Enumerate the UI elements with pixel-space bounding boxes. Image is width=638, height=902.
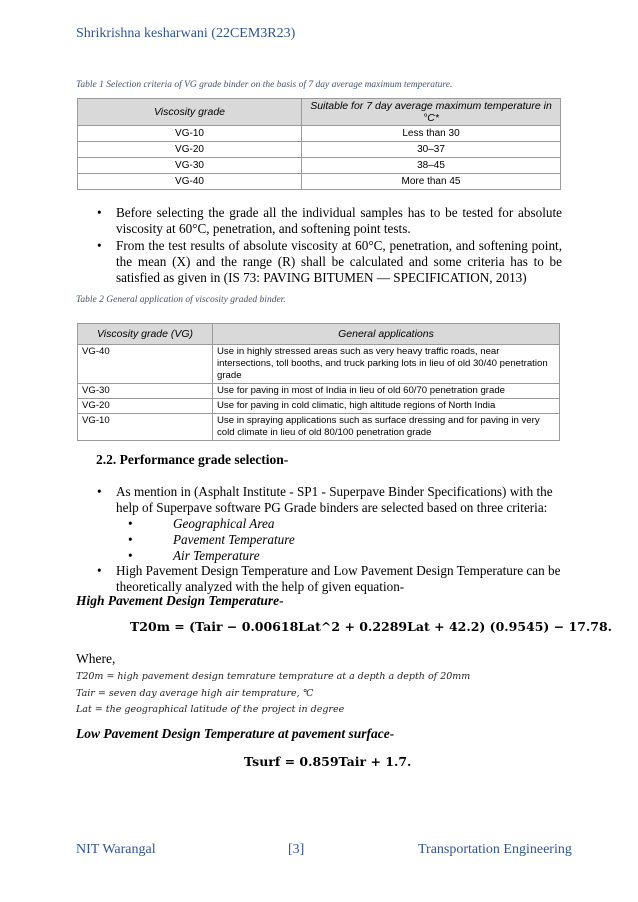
high-temp-equation: T20m = (Tair − 0.00618Lat^2 + 0.2289Lat + 42.2) (0.9545) − 17.78. <box>130 619 613 634</box>
table-cell: VG-40 <box>78 174 302 190</box>
table-row <box>78 174 561 190</box>
bullet-text: From the test results of absolute viscosity at 60°C, penetration, and softening point, the mean (X) and the range (R) shall be calculated and some criteria has to be satisfied as given in (IS 73: PAVING BITUMEN — SPECIFICATION, 2013) <box>116 238 562 285</box>
table2-caption: Table 2 General application of viscosity graded binder. <box>76 295 286 305</box>
table2-col-header: Viscosity grade (VG) <box>78 324 213 345</box>
definition-lat: Lat = the geographical latitude of the project in degree <box>76 704 345 715</box>
table1-col-header: Viscosity grade <box>78 99 302 126</box>
table2 <box>77 323 560 441</box>
table2-col-header: General applications <box>213 324 560 345</box>
bullet-item <box>97 238 562 286</box>
table-cell: 38–45 <box>302 158 561 174</box>
table1 <box>77 98 561 190</box>
table-cell: VG-40 <box>78 345 213 384</box>
where-label: Where, <box>76 651 116 666</box>
bullet-text: High Pavement Design Temperature and Low Pavement Design Temperature can be theoretically analyzed with the help of given equation- <box>116 563 561 594</box>
table1-col-header: Suitable for 7 day average maximum temperature in °C* <box>302 99 561 126</box>
table1-caption: Table 1 Selection criteria of VG grade binder on the basis of 7 day average maximum temperature. <box>76 80 453 90</box>
table-row <box>78 414 560 441</box>
table-row <box>78 158 561 174</box>
criteria-text: Pavement Temperature <box>173 532 295 547</box>
table2-header-row <box>78 324 560 345</box>
table-cell: Use in spraying applications such as surface dressing and for paving in very cold climate in lieu of old 80/100 penetration grade <box>213 414 560 441</box>
table-cell: VG-10 <box>78 126 302 142</box>
bullet-item <box>97 484 562 516</box>
low-temp-equation: Tsurf = 0.859Tair + 1.7. <box>244 754 412 769</box>
bullet-text: As mention in (Asphalt Institute - SP1 - Superpave Binder Specifications) with the help of Superpave software PG Grade binders are selected based on three criteria: <box>116 484 553 515</box>
table-cell: Use in highly stressed areas such as very heavy traffic roads, near intersections, toll booths, and truck parking lots in lieu of old 30/40 penetration grade <box>213 345 560 384</box>
table-row <box>78 384 560 399</box>
bullet-icon: • <box>97 205 102 220</box>
definition-t20m: T20m = high pavement design temrature temprature at a depth a depth of 20mm <box>76 671 471 682</box>
section-heading: 2.2. Performance grade selection- <box>96 452 289 467</box>
table-cell: More than 45 <box>302 174 561 190</box>
table-row <box>78 399 560 414</box>
criteria-item <box>128 532 295 548</box>
table-cell: 30–37 <box>302 142 561 158</box>
table-row <box>78 126 561 142</box>
table-row <box>78 345 560 384</box>
bullet-item <box>97 205 562 237</box>
table-row <box>78 142 561 158</box>
bullet-item <box>97 563 562 595</box>
table-cell: Use for paving in most of India in lieu of old 60/70 penetration grade <box>213 384 560 399</box>
table-cell: VG-20 <box>78 142 302 158</box>
bullet-icon: • <box>97 563 102 578</box>
table-cell: Use for paving in cold climatic, high altitude regions of North India <box>213 399 560 414</box>
sub-bullet-icon: • <box>128 532 133 547</box>
criteria-item <box>128 548 260 564</box>
table-cell: VG-30 <box>78 384 213 399</box>
footer-right: Transportation Engineering <box>418 842 572 857</box>
table1-header-row <box>78 99 561 126</box>
bullet-icon: • <box>97 484 102 499</box>
footer-left: NIT Warangal <box>76 842 156 857</box>
criteria-item <box>128 516 275 532</box>
table-cell: VG-30 <box>78 158 302 174</box>
page-header: Shrikrishna kesharwani (22CEM3R23) <box>76 26 296 41</box>
table-cell: VG-10 <box>78 414 213 441</box>
page-number: [3] <box>288 842 305 857</box>
definition-tair: Tair = seven day average high air temprature, ℃ <box>76 688 314 699</box>
bullet-text: Before selecting the grade all the individual samples has to be tested for absolute viscosity at 60°C, penetration, and softening point tests. <box>116 205 562 236</box>
sub-bullet-icon: • <box>128 548 133 563</box>
high-temp-title: High Pavement Design Temperature- <box>76 593 284 608</box>
sub-bullet-icon: • <box>128 516 133 531</box>
table-cell: VG-20 <box>78 399 213 414</box>
table-cell: Less than 30 <box>302 126 561 142</box>
criteria-text: Geographical Area <box>173 516 275 531</box>
bullet-icon: • <box>97 238 102 253</box>
criteria-text: Air Temperature <box>173 548 260 563</box>
low-temp-title: Low Pavement Design Temperature at pavement surface- <box>76 726 395 741</box>
